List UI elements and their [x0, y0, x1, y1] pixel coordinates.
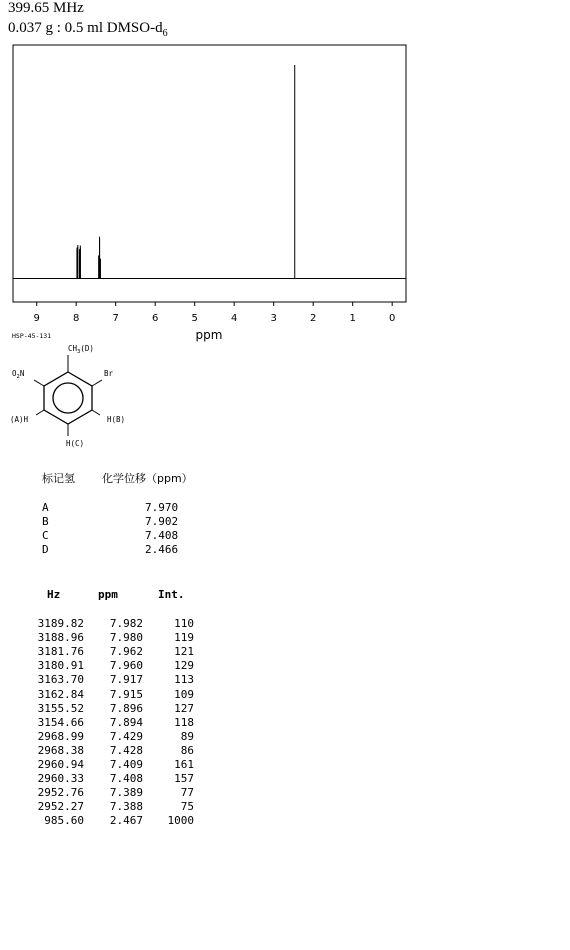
peak-ppm-value: 7.894 [109, 715, 143, 729]
assignment-proton-label: B [42, 515, 49, 528]
assignment-proton-label: C [42, 529, 49, 542]
peak-int-value: 89 [180, 729, 194, 743]
x-tick-label: 0 [388, 313, 396, 324]
peak-ppm-value: 7.429 [109, 729, 143, 743]
assignment-header-label: 标记氢 [42, 472, 75, 485]
peak-ppm-value: 7.960 [109, 659, 143, 673]
x-tick-label: 2 [309, 313, 317, 324]
peak-int-value: 86 [180, 743, 194, 757]
x-tick-label: 8 [73, 313, 80, 324]
peak-hz-value: 2952.27 [37, 800, 84, 814]
molecule-structure [0, 328, 200, 458]
peak-hz-value: 2960.33 [37, 772, 84, 786]
peak-int-value: 157 [174, 772, 194, 786]
peak-ppm-value: 7.896 [109, 701, 143, 715]
peak-hz-value: 2960.94 [37, 758, 84, 771]
peak-header-hz: Hz [47, 588, 61, 601]
assignment-proton-label: D [42, 543, 49, 556]
peak-hz-value: 3180.91 [37, 659, 84, 673]
peak-hz-value: 3155.52 [37, 701, 84, 715]
spectrometer-frequency: 399.65 MHz [8, 0, 84, 16]
peak-ppm-value: 7.917 [109, 673, 143, 687]
peak-int-value: 113 [174, 673, 194, 687]
peak-hz-value: 3154.66 [37, 715, 84, 729]
assignment-proton-label: A [42, 501, 49, 514]
aromatic-circle [53, 383, 83, 413]
peak-hz-value: 3189.82 [37, 617, 84, 630]
sample-subscript: 6 [162, 28, 168, 39]
peak-hz-value: 2968.38 [37, 743, 84, 757]
peak-ppm-value: 7.428 [109, 743, 143, 757]
peak-int-value: 110 [174, 617, 194, 630]
peak-hz-value: 3188.96 [37, 631, 84, 645]
peak-int-value: 77 [180, 786, 194, 800]
h-a-label: (A)H [10, 415, 29, 424]
x-tick-label: 4 [231, 313, 238, 324]
bond-ha [36, 410, 44, 415]
peak-int-value: 121 [174, 645, 194, 659]
assignment-shift-value: 7.970 [145, 501, 179, 514]
assignment-shift-value: 7.902 [145, 515, 179, 528]
bond-bromo [92, 380, 102, 386]
h-c-label: H(C) [66, 439, 85, 448]
x-tick-label: 7 [112, 313, 119, 324]
peak-ppm-value: 7.982 [109, 617, 143, 630]
peak-int-value: 119 [174, 631, 194, 645]
x-tick-label: 6 [152, 313, 159, 324]
compound-code: HSP-45-131 [12, 332, 52, 340]
x-tick-label: 1 [349, 313, 356, 324]
sample-description [8, 20, 168, 39]
peak-header-ppm: ppm [98, 588, 118, 601]
sample-prefix: 0.037 g : 0.5 ml DMSO-d [8, 20, 163, 36]
peak-hz-value: 3162.84 [37, 687, 84, 701]
peak-int-value: 127 [174, 701, 194, 715]
peak-header-int: Int. [158, 588, 185, 601]
peak-group [77, 65, 295, 279]
peak-hz-value: 2968.99 [37, 729, 84, 743]
peak-ppm-value: 7.388 [109, 800, 143, 814]
peak-int-value: 161 [174, 758, 194, 771]
assignment-header-shift: 化学位移（ppm） [102, 472, 193, 485]
peak-int-value: 75 [180, 800, 194, 814]
x-axis-label: ppm [195, 328, 223, 342]
peak-ppm-value: 7.980 [109, 631, 143, 645]
x-tick-label: 9 [33, 313, 40, 324]
peak-ppm-value: 7.409 [109, 758, 143, 771]
peak-hz-value: 2952.76 [37, 786, 84, 800]
peak-hz-value: 3181.76 [37, 645, 84, 659]
x-tick-label: 3 [270, 313, 277, 324]
x-axis-ticks [34, 302, 396, 324]
peak-int-value: 109 [174, 687, 194, 701]
peak-int-value: 118 [174, 715, 194, 729]
plot-frame [13, 45, 406, 302]
h-b-label: H(B) [107, 415, 126, 424]
nmr-spectrum-chart [0, 40, 570, 345]
peak-hz-value: 3163.70 [37, 673, 84, 687]
x-tick-label: 5 [191, 313, 198, 324]
bond-hb [92, 410, 100, 415]
peak-int-value: 129 [174, 659, 194, 673]
peak-int-value: 1000 [167, 814, 194, 828]
peak-ppm-value: 2.467 [109, 814, 143, 828]
peak-ppm-value: 7.389 [109, 786, 143, 800]
peak-ppm-value: 7.962 [109, 645, 143, 659]
bromo-label: Br [104, 369, 114, 378]
peak-ppm-value: 7.915 [109, 687, 143, 701]
assignment-shift-value: 7.408 [145, 529, 179, 542]
nitro-label: $O_2N$ [12, 369, 25, 380]
assignment-shift-value: 2.466 [145, 543, 179, 556]
bond-nitro [34, 380, 44, 386]
benzene-ring [44, 372, 92, 424]
peak-hz-value: 985.60 [44, 814, 84, 828]
methyl-label: $CH_3(D)$ [68, 344, 94, 355]
peak-ppm-value: 7.408 [109, 772, 143, 786]
